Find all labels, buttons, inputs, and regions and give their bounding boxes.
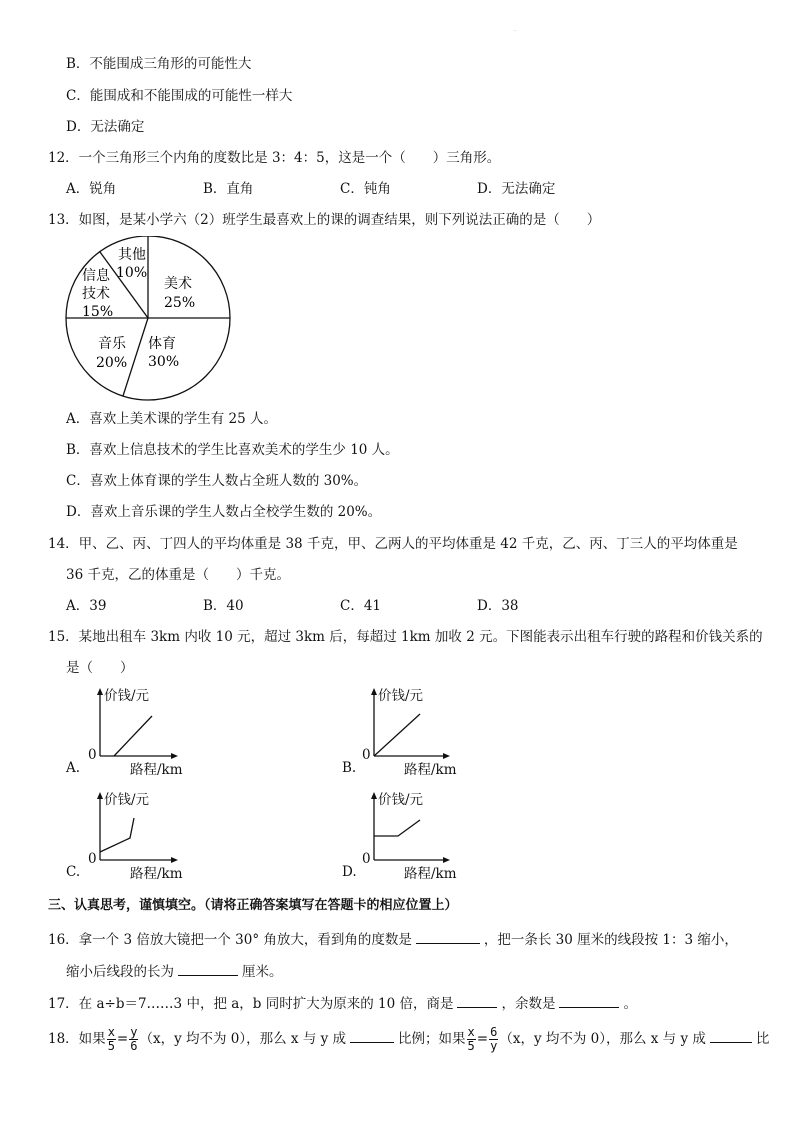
pie-label-pe: 体育 (148, 336, 176, 352)
q16-line2 (66, 961, 283, 981)
q18-fraction-3: $\frac{x}{5}$ (467, 1025, 475, 1053)
graph-a-ylabel: 价钱/元 (104, 688, 150, 704)
q18-fraction-4: $\frac{6}{y}$ (490, 1025, 498, 1053)
q12-stem: 12．一个三角形三个内角的度数比是 3：4：5，这是一个（ ）三角形。 (48, 150, 501, 166)
graph-a-xlabel: 路程/km (130, 762, 183, 778)
graph-b-line (374, 714, 420, 756)
q14-option-a[interactable]: A．39 (66, 598, 107, 614)
q14-options (66, 597, 614, 615)
q16-text-4: 厘米。 (242, 964, 283, 980)
q18-line (48, 1024, 769, 1054)
q16-text-3: 缩小后线段的长为 (66, 964, 174, 980)
graph-a-label: A. (66, 760, 81, 776)
q17-text-3: 。 (623, 996, 637, 1012)
q18-equals-1: = (116, 1031, 129, 1047)
q14-line2: 36 千克，乙的体重是（ ）千克。 (66, 567, 290, 583)
graph-b-label: B. (342, 760, 357, 776)
q13-option-d[interactable]: D．喜欢上音乐课的学生人数占全校学生数的 20%。 (66, 504, 382, 520)
q15-line1: 15．某地出租车 3km 内收 10 元，超过 3km 后，每超过 1km 加收 2 元。下图能表示出租车行驶的路程和价钱关系的 (48, 629, 763, 645)
q17-blank-1[interactable] (457, 993, 497, 1008)
graph-d-xlabel: 路程/km (404, 866, 457, 882)
q17-text-2: ，余数是 (501, 996, 556, 1012)
q16-blank-2[interactable] (178, 961, 238, 976)
q18-text-4: （x，y 均不为 0），那么 x 与 y 成 (499, 1031, 706, 1047)
q13-option-c[interactable]: C．喜欢上体育课的学生人数占全班人数的 30%。 (66, 473, 368, 489)
graph-c-origin: 0 (88, 851, 97, 867)
section3-title: 三、认真思考，谨慎填空。（请将正确答案填写在答题卡的相应位置上） (48, 898, 458, 913)
q12-option-a[interactable]: A．锐角 (66, 181, 117, 197)
pie-label-music: 音乐 (98, 336, 126, 352)
q18-fraction-2: $\frac{y}{6}$ (130, 1025, 138, 1053)
pie-pct-it: 15% (82, 304, 114, 320)
q18-blank-1[interactable] (350, 1028, 394, 1043)
q11-option-b[interactable]: B．不能围成三角形的可能性大 (66, 56, 252, 72)
graph-b-ylabel: 价钱/元 (378, 688, 424, 704)
q18-text-5: 比 (755, 1031, 770, 1047)
graph-a-line (114, 716, 152, 756)
q13-option-b[interactable]: B．喜欢上信息技术的学生比喜欢美术的学生少 10 人。 (66, 442, 399, 458)
q16-text-2: ，把一条长 30 厘米的线段按 1：3 缩小， (483, 932, 738, 948)
graph-b-xlabel: 路程/km (404, 762, 457, 778)
graph-d-label: D. (342, 864, 357, 880)
q14-option-d[interactable]: D．38 (477, 598, 519, 614)
pie-pct-other: 10% (116, 265, 148, 281)
q12-option-b[interactable]: B．直角 (203, 181, 254, 197)
q12-options (66, 180, 614, 198)
graph-c-label: C. (66, 864, 81, 880)
graph-d-origin: 0 (362, 851, 371, 867)
scan-dot: · (514, 28, 516, 35)
q18-text-3: 比例；如果 (398, 1031, 466, 1047)
q12-option-d[interactable]: D．无法确定 (477, 181, 556, 197)
graph-d[interactable] (338, 790, 478, 882)
q13-stem: 13．如图，是某小学六（2）班学生最喜欢上的课的调查结果，则下列说法正确的是（ ） (48, 212, 601, 228)
q11-option-d[interactable]: D．无法确定 (66, 119, 145, 135)
pie-pct-music: 20% (96, 355, 128, 371)
q17-blank-2[interactable] (559, 993, 619, 1008)
graph-d-ylabel: 价钱/元 (378, 792, 424, 808)
q18-equals-2: = (476, 1031, 489, 1047)
pie-pct-art: 25% (164, 295, 196, 311)
q11-option-c[interactable]: C．能围成和不能围成的可能性一样大 (66, 88, 293, 104)
q16-line1 (48, 929, 738, 949)
q14-option-c[interactable]: C．41 (340, 598, 382, 614)
pie-pct-pe: 30% (148, 354, 180, 370)
pie-label-it-2: 技术 (82, 286, 110, 302)
q17-text-1: 17．在 a÷b＝7……3 中，把 a，b 同时扩大为原来的 10 倍，商是 (48, 996, 454, 1012)
pie-label-art: 美术 (164, 276, 192, 292)
q18-text-1: 18．如果 (48, 1031, 106, 1047)
q15-line2: 是（ ） (66, 660, 134, 676)
pie-label-other: 其他 (118, 247, 146, 263)
q18-blank-2[interactable] (710, 1028, 752, 1043)
graph-b[interactable] (338, 686, 478, 778)
q13-pie-chart (60, 236, 240, 406)
q12-option-c[interactable]: C．钝角 (340, 181, 391, 197)
q16-text-1: 16．拿一个 3 倍放大镜把一个 30° 角放大，看到角的度数是 (48, 932, 412, 948)
graph-a[interactable] (62, 686, 202, 778)
q18-fraction-1: $\frac{x}{5}$ (107, 1025, 115, 1053)
q18-text-2: （x，y 均不为 0），那么 x 与 y 成 (139, 1031, 347, 1047)
q16-blank-1[interactable] (416, 929, 480, 944)
pie-label-it-1: 信息 (82, 268, 110, 284)
graph-d-line (374, 820, 420, 836)
graph-c[interactable] (62, 790, 202, 882)
q13-option-a[interactable]: A．喜欢上美术课的学生有 25 人。 (66, 411, 278, 427)
graph-c-xlabel: 路程/km (130, 866, 183, 882)
q17-line (48, 993, 637, 1013)
graph-b-origin: 0 (362, 747, 371, 763)
q14-line1: 14．甲、乙、丙、丁四人的平均体重是 38 千克，甲、乙两人的平均体重是 42 千克，乙、丙、丁三人的平均体重是 (48, 536, 738, 552)
graph-a-origin: 0 (88, 747, 97, 763)
q14-option-b[interactable]: B．40 (203, 598, 244, 614)
graph-c-line (100, 818, 134, 852)
graph-c-ylabel: 价钱/元 (104, 792, 150, 808)
